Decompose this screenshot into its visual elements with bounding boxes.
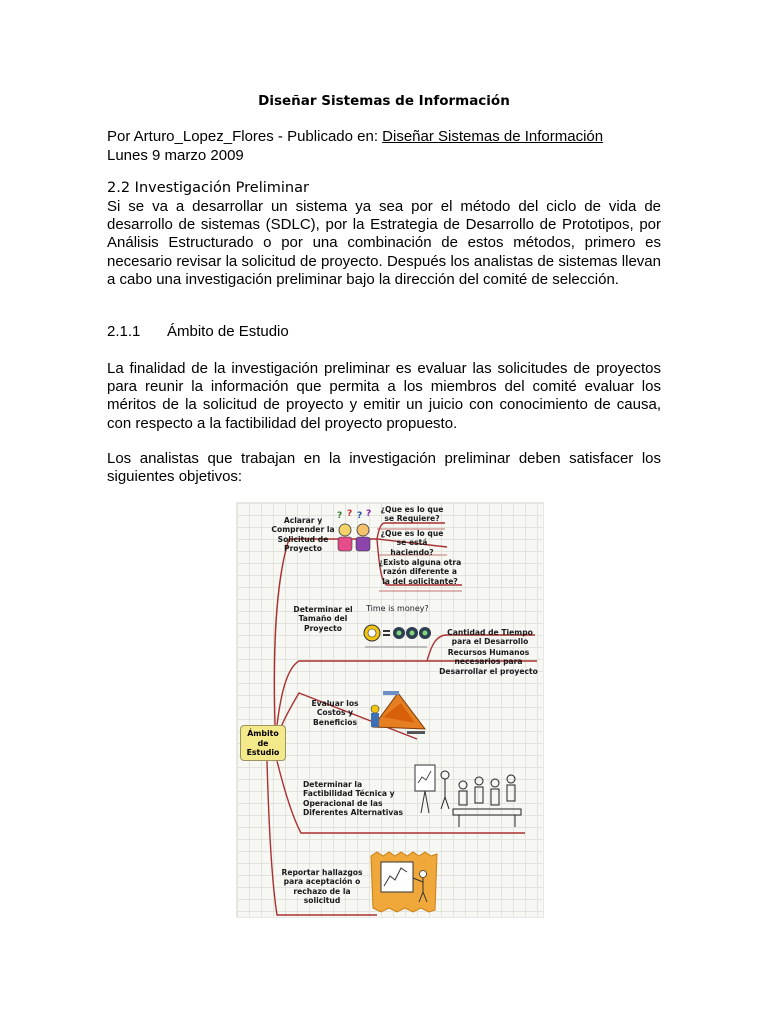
paragraph-objectives: Los analistas que trabajan en la investigación preliminar deben satisfacer los siguientes objetivos: bbox=[107, 450, 661, 486]
cost-benefit-icon bbox=[363, 685, 433, 741]
report-chart-icon bbox=[369, 850, 439, 914]
mindmap-question-other-reason: ¿Existo alguna otra razón diferente a la del solicitante? bbox=[378, 558, 462, 586]
document-title: Diseñar Sistemas de Información bbox=[258, 93, 510, 109]
mindmap-center-node: Ámbito de Estudio bbox=[240, 725, 286, 761]
category-link[interactable]: Diseñar Sistemas de Información bbox=[382, 128, 604, 145]
mindmap-branch-size: Determinar el Tamaño del Proyecto bbox=[293, 605, 353, 633]
subsection-title: Ámbito de Estudio bbox=[167, 323, 289, 340]
clock-money-icon bbox=[361, 618, 433, 652]
mindmap-question-doing: ¿Que es lo que se está haciendo? bbox=[380, 529, 444, 557]
paragraph-purpose: La finalidad de la investigación preliminar es evaluar las solicitudes de proyectos para reunir la información que permita a los miembros del comité evaluar los méritos de la solicitud de proyecto y emitir un juicio con conocimiento de causa, con respecto a la factibilidad del proyecto propuesto. bbox=[107, 360, 661, 432]
mindmap-human-resources: Recursos Humanos necesarios para Desarrollar el proyecto bbox=[439, 648, 538, 676]
paragraph-intro: Si se va a desarrollar un sistema ya sea por el método del ciclo de vida de desarrollo de sistemas (SDLC), por la Estrategia de Desarrollo de Prototipos, por Análisis Estructurado o por una combinación de estos métodos, primero es necesario revisar la solicitud de proyecto. Después los analistas de sistemas llevan a cabo una investigación preliminar bajo la dirección del comité de selección. bbox=[107, 198, 661, 288]
mindmap-branch-report: Reportar hallazgos para aceptación o rechazo de la solicitud bbox=[281, 868, 363, 906]
people-questioning-icon bbox=[333, 508, 377, 554]
section-heading: 2.2 Investigación Preliminar bbox=[107, 180, 309, 196]
mindmap-branch-feasibility: Determinar la Factibilidad Técnica y Operacional de las Diferentes Alternativas bbox=[303, 780, 403, 818]
subsection-number: 2.1.1 bbox=[107, 323, 141, 340]
svg-text:?: ? bbox=[347, 509, 353, 519]
svg-text:?: ? bbox=[357, 511, 363, 521]
byline-prefix: Por Arturo_Lopez_Flores - Publicado en: bbox=[107, 128, 383, 145]
time-money-caption: Time is money? bbox=[366, 604, 429, 613]
mindmap-figure bbox=[236, 502, 544, 918]
svg-text:?: ? bbox=[366, 509, 372, 519]
byline bbox=[107, 127, 603, 165]
publish-date: Lunes 9 marzo 2009 bbox=[107, 147, 244, 164]
subsection-heading bbox=[107, 323, 289, 340]
svg-text:?: ? bbox=[337, 511, 343, 521]
mindmap-branch-clarify: Aclarar y Comprender la Solicitud de Proyecto bbox=[271, 516, 335, 554]
meeting-people-icon bbox=[413, 759, 529, 831]
mindmap-branch-costs: Evaluar los Costos y Beneficios bbox=[311, 699, 359, 727]
mindmap-question-required: ¿Que es lo que se Requiere? bbox=[380, 505, 444, 524]
mindmap-time-development: Cantidad de Tiempo para el Desarrollo bbox=[447, 628, 533, 647]
